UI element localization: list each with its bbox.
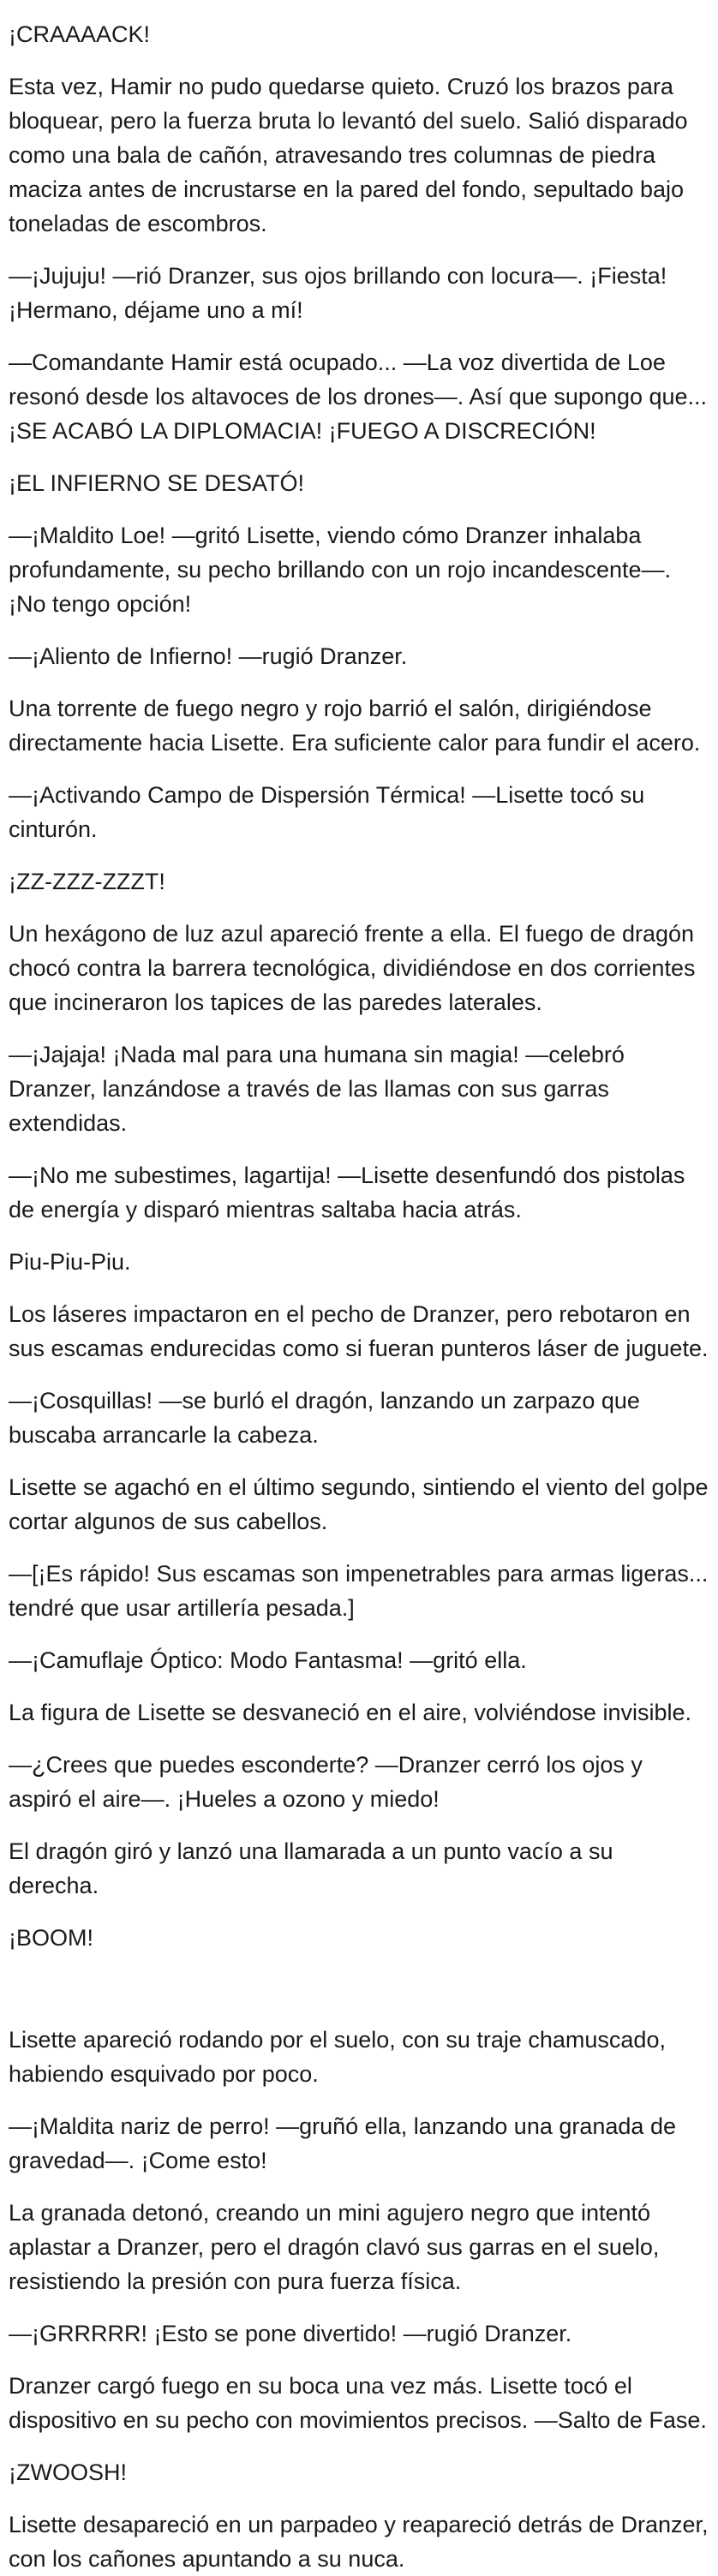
story-paragraph: ¡ZZ-ZZZ-ZZZT!: [9, 869, 165, 894]
story-paragraph: Lisette se agachó en el último segundo, sintiendo el viento del golpe cortar algunos de sus cabellos.: [9, 1474, 709, 1534]
story-paragraph: Dranzer cargó fuego en su boca una vez más. Lisette tocó el dispositivo en su pecho con movimientos precisos. —Salto de Fase.: [9, 2373, 707, 2433]
blank-gap: [9, 1973, 709, 2023]
story-paragraph: —¡Camuflaje Óptico: Modo Fantasma! —gritó ella.: [9, 1647, 527, 1673]
story-paragraph: ¡BOOM!: [9, 1925, 93, 1951]
story-paragraph: —¡GRRRRR! ¡Esto se pone divertido! —rugió Dranzer.: [9, 2321, 572, 2346]
story-paragraph: —¡Jajaja! ¡Nada mal para una humana sin magia! —celebró Dranzer, lanzándose a través de las llamas con sus garras extendidas.: [9, 1042, 625, 1136]
story-paragraph: —¡Maldita nariz de perro! —gruñó ella, lanzando una granada de gravedad—. ¡Come esto!: [9, 2113, 676, 2173]
story-paragraph: Esta vez, Hamir no pudo quedarse quieto. Cruzó los brazos para bloquear, pero la fuerza bruta lo levantó del suelo. Salió disparado como una bala de cañón, atravesando tres columnas de piedra maciza antes de incrustarse en la pared del fondo, sepultado bajo toneladas de escombros.: [9, 74, 688, 236]
story-paragraph: La granada detonó, creando un mini agujero negro que intentó aplastar a Dranzer, pero el dragón clavó sus garras en el suelo, resistiendo la presión con pura fuerza física.: [9, 2200, 660, 2294]
story-paragraph: Piu-Piu-Piu.: [9, 1249, 131, 1275]
story-paragraph: —Comandante Hamir está ocupado... —La voz divertida de Loe resonó desde los altavoces de los drones—. Así que supongo que... ¡SE ACABÓ LA DIPLOMACIA! ¡FUEGO A DISCRECIÓN!: [9, 350, 708, 444]
story-paragraph: ¡CRAAAACK!: [9, 21, 151, 47]
story-paragraph: ¡EL INFIERNO SE DESATÓ!: [9, 470, 305, 496]
story-paragraph: —¡Aliento de Infierno! —rugió Dranzer.: [9, 643, 408, 669]
story-paragraph: Lisette apareció rodando por el suelo, con su traje chamuscado, habiendo esquivado por poco.: [9, 2027, 666, 2087]
story-paragraph: —¡Jujuju! —rió Dranzer, sus ojos brillando con locura—. ¡Fiesta! ¡Hermano, déjame uno a mí!: [9, 263, 667, 323]
story-paragraph: Los láseres impactaron en el pecho de Dranzer, pero rebotaron en sus escamas endurecidas como si fueran punteros láser de juguete.: [9, 1301, 709, 1361]
story-paragraph: Lisette desapareció en un parpadeo y reapareció detrás de Dranzer, con los cañones apuntando a su nuca.: [9, 2512, 709, 2572]
story-paragraph: El dragón giró y lanzó una llamarada a un punto vacío a su derecha.: [9, 1838, 613, 1898]
story-paragraph: Una torrente de fuego negro y rojo barrió el salón, dirigiéndose directamente hacia Lisette. Era suficiente calor para fundir el acero.: [9, 696, 701, 756]
story-paragraph: —¡Maldito Loe! —gritó Lisette, viendo cómo Dranzer inhalaba profundamente, su pecho brillando con un rojo incandescente—. ¡No tengo opción!: [9, 523, 672, 617]
story-paragraph: —¡Activando Campo de Dispersión Térmica! —Lisette tocó su cinturón.: [9, 782, 645, 842]
story-paragraph: ¡ZWOOSH!: [9, 2459, 127, 2485]
story-paragraph: Un hexágono de luz azul apareció frente a ella. El fuego de dragón chocó contra la barrera tecnológica, dividiéndose en dos corrientes que incineraron los tapices de las paredes laterales.: [9, 921, 696, 1015]
story-paragraph: —[¡Es rápido! Sus escamas son impenetrables para armas ligeras... tendré que usar artillería pesada.]: [9, 1561, 709, 1621]
story-paragraph: —¡Cosquillas! —se burló el dragón, lanzando un zarpazo que buscaba arrancarle la cabeza.: [9, 1388, 640, 1448]
story-paragraph: —¿Crees que puedes esconderte? —Dranzer cerró los ojos y aspiró el aire—. ¡Hueles a ozono y miedo!: [9, 1752, 643, 1812]
story-paragraph: La figura de Lisette se desvaneció en el aire, volviéndose invisible.: [9, 1700, 691, 1725]
story-paragraph: —¡No me subestimes, lagartija! —Lisette desenfundó dos pistolas de energía y disparó mientras saltaba hacia atrás.: [9, 1162, 685, 1222]
